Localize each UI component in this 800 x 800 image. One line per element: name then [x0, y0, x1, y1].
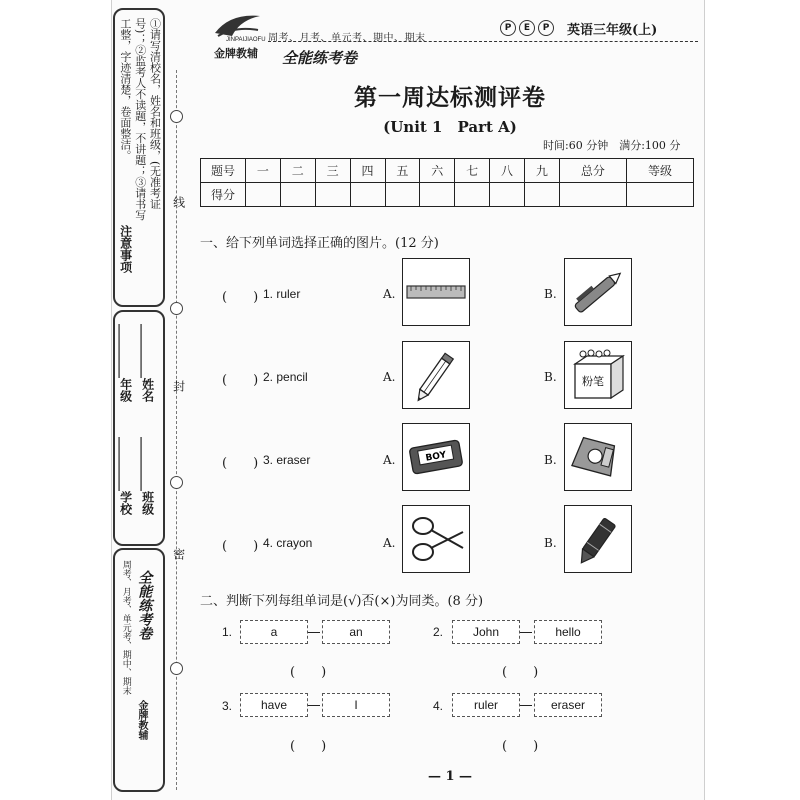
side-exam-types: 周考、月考、单元考、期中、期末 [120, 560, 131, 695]
word-connector [308, 632, 320, 633]
score-cell[interactable] [559, 183, 626, 207]
grade-label: 英语三年级(上) [567, 23, 658, 38]
score-header-cell: 八 [490, 159, 525, 183]
word-box: John [452, 620, 520, 644]
cut-mark-secret: 密 [171, 548, 186, 560]
word-box: ruler [452, 693, 520, 717]
score-cell[interactable] [420, 183, 455, 207]
option-b-image[interactable] [564, 505, 632, 573]
score-table [200, 158, 694, 207]
option-b-label: B. [544, 536, 557, 550]
word-box: have [240, 693, 308, 717]
word-connector [520, 632, 532, 633]
score-header-cell: 二 [280, 159, 315, 183]
field-school: _________学校 [118, 437, 133, 515]
cut-mark-line: 线 [171, 196, 186, 208]
option-a-label: A. [383, 536, 396, 550]
pair-number: 4. [433, 699, 444, 713]
option-b-image[interactable] [564, 423, 632, 491]
question-label: 1. ruler [263, 287, 301, 301]
answer-blank[interactable]: ( ) [290, 739, 327, 754]
score-header-cell: 三 [315, 159, 350, 183]
chalk-box-icon [565, 342, 631, 408]
word-box: an [322, 620, 390, 644]
notes-label: 注意事项 [118, 225, 133, 273]
option-a-label: A. [383, 453, 396, 467]
section2-heading: 二、判断下列每组单词是(√)否(×)为同类。(8 分) [200, 594, 484, 609]
word-connector [520, 705, 532, 706]
pep-letter: P [538, 20, 554, 36]
score-cell[interactable] [280, 183, 315, 207]
sharpener-icon [565, 424, 631, 490]
ruler-icon [403, 259, 469, 325]
score-cell[interactable] [315, 183, 350, 207]
score-cell[interactable] [246, 183, 281, 207]
side-brand-box [113, 548, 165, 792]
pair-number: 3. [222, 699, 233, 713]
option-b-image[interactable] [564, 258, 632, 326]
brand-name: 金牌教辅 [214, 47, 258, 60]
option-b-label: B. [544, 370, 557, 384]
option-a-image[interactable] [402, 258, 470, 326]
option-b-label: B. [544, 287, 557, 301]
pair-number: 2. [433, 625, 444, 639]
word-box: I [322, 693, 390, 717]
option-a-image[interactable] [402, 423, 470, 491]
score-header-cell: 五 [385, 159, 420, 183]
field-grade: _________年级 [118, 324, 133, 402]
notes-box [113, 8, 165, 307]
side-series: 全能练考卷 [136, 570, 153, 640]
answer-blank[interactable]: ( ) [290, 665, 327, 680]
score-cell[interactable] [626, 183, 693, 207]
brand-pinyin: JINPAIJIAOFU [226, 37, 266, 43]
pair-number: 1. [222, 625, 233, 639]
page-number: — 1 — [427, 769, 473, 784]
cut-mark-seal: 封 [171, 380, 186, 392]
option-b-label: B. [544, 453, 557, 467]
score-header-cell: 等级 [626, 159, 693, 183]
pep-letter: P [500, 20, 516, 36]
score-cell[interactable] [350, 183, 385, 207]
score-header-cell: 九 [525, 159, 560, 183]
score-header-cell: 一 [246, 159, 281, 183]
binding-hole [170, 662, 183, 675]
score-header-cell: 总分 [559, 159, 626, 183]
answer-blank[interactable]: ( ) [502, 739, 539, 754]
score-header-cell: 六 [420, 159, 455, 183]
score-table-score-row [201, 183, 694, 207]
pencil-icon [403, 342, 469, 408]
question-label: 4. crayon [263, 536, 313, 550]
option-b-image[interactable] [564, 341, 632, 409]
score-cell[interactable] [490, 183, 525, 207]
crayon-icon [565, 506, 631, 572]
binding-hole [170, 476, 183, 489]
binding-cut-line [176, 70, 177, 790]
word-box: a [240, 620, 308, 644]
pep-badge [500, 20, 554, 36]
series-title: 全能练考卷 [282, 49, 358, 67]
page-subtitle: (Unit 1 Part A) [383, 118, 517, 136]
score-header-cell: 四 [350, 159, 385, 183]
page-title: 第一周达标测评卷 [354, 84, 546, 111]
field-name: _________姓名 [140, 324, 155, 402]
scissors-icon [403, 506, 469, 572]
answer-blank[interactable]: ( ) [222, 456, 259, 471]
word-box: eraser [534, 693, 602, 717]
header-rule [268, 41, 698, 42]
binding-hole [170, 302, 183, 315]
option-a-image[interactable] [402, 341, 470, 409]
answer-blank[interactable]: ( ) [222, 373, 259, 388]
question-label: 2. pencil [263, 370, 308, 384]
option-a-label: A. [383, 370, 396, 384]
option-a-image[interactable] [402, 505, 470, 573]
answer-blank[interactable]: ( ) [502, 665, 539, 680]
notes-text: ①请写清校名，姓名和班级，(无准考证号)；②监考人不读题，不讲题；③请书写工整，字迹清楚，卷面整洁。 [118, 18, 162, 221]
score-header-cell: 题号 [201, 159, 246, 183]
option-a-label: A. [383, 287, 396, 301]
eraser-text: BOY [424, 450, 448, 464]
score-cell[interactable] [525, 183, 560, 207]
score-row-label: 得分 [201, 183, 246, 207]
word-box: hello [534, 620, 602, 644]
score-header-cell: 七 [455, 159, 490, 183]
question-label: 3. eraser [263, 453, 311, 467]
score-table-header-row [201, 159, 694, 183]
answer-blank[interactable]: ( ) [222, 290, 259, 305]
section1-heading: 一、给下列单词选择正确的图片。(12 分) [200, 236, 439, 251]
eraser-icon [403, 424, 469, 490]
side-brand: 金牌教辅 [136, 700, 147, 740]
field-class: _________班级 [140, 437, 155, 515]
pen-icon [565, 259, 631, 325]
exam-types: 周考、月考、单元考、期中、期末 [268, 33, 426, 44]
answer-blank[interactable]: ( ) [222, 539, 259, 554]
score-cell[interactable] [385, 183, 420, 207]
student-info-box [113, 310, 165, 546]
word-connector [308, 705, 320, 706]
score-cell[interactable] [455, 183, 490, 207]
pep-letter: E [519, 20, 535, 36]
chalk-box-text: 粉笔 [582, 375, 604, 388]
time-info: 时间:60 分钟 满分:100 分 [543, 139, 681, 152]
